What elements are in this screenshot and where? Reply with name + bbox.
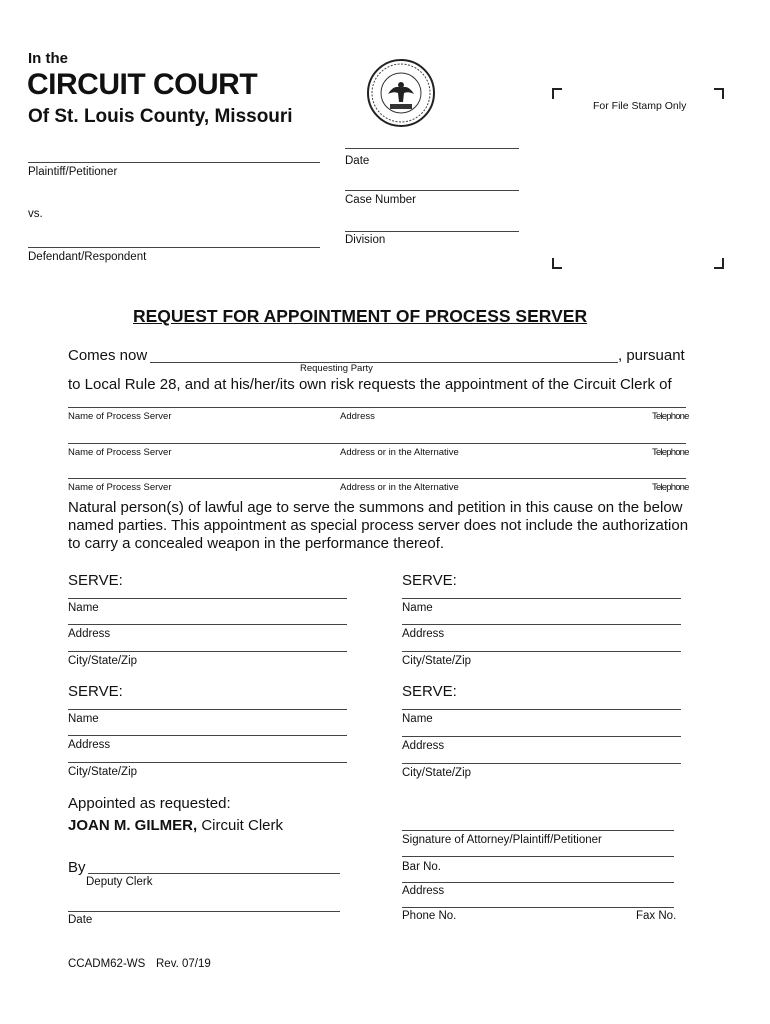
serve-heading-4: SERVE: <box>402 683 457 700</box>
natural-persons-line-3: to carry a concealed weapon in the performance thereof. <box>68 535 445 552</box>
server-address-label-3: Address or in the Alternative <box>340 482 459 493</box>
natural-persons-line-2: named parties. This appointment as special process server does not include the authorization <box>68 517 689 534</box>
serve-2-city-label: City/State/Zip <box>402 655 472 667</box>
stamp-corner-tl <box>552 88 562 99</box>
fax-no-label: Fax No. <box>636 910 677 922</box>
clerk-signature-block <box>68 817 283 834</box>
defendant-line[interactable] <box>28 247 320 248</box>
form-title: REQUEST FOR APPOINTMENT OF PROCESS SERVER <box>133 306 588 326</box>
serve-1-name-line[interactable] <box>68 598 347 599</box>
clerk-name: JOAN M. GILMER, <box>68 817 198 834</box>
phone-no-label: Phone No. <box>402 910 457 922</box>
appointed-label: Appointed as requested: <box>68 795 231 812</box>
file-stamp-label: For File Stamp Only <box>593 100 687 112</box>
plaintiff-line[interactable] <box>28 162 320 163</box>
serve-2-address-label: Address <box>402 628 445 640</box>
plaintiff-label: Plaintiff/Petitioner <box>28 166 118 178</box>
server-phone-label-2: Telephone <box>652 447 689 458</box>
attorney-signature-label: Signature of Attorney/Plaintiff/Petitioner <box>402 834 602 846</box>
form-id: CCADM62-WS <box>68 958 146 970</box>
serve-heading-1: SERVE: <box>68 572 123 589</box>
server-phone-label-3: Telephone <box>652 482 689 493</box>
serve-3-city-label: City/State/Zip <box>68 766 138 778</box>
bar-no-label: Bar No. <box>402 861 441 873</box>
server-phone-label-1: Telephone <box>652 411 689 422</box>
serve-1-city-label: City/State/Zip <box>68 655 138 667</box>
clerk-title: Circuit Clerk <box>197 817 284 834</box>
serve-heading-3: SERVE: <box>68 683 123 700</box>
natural-persons-line-1: Natural person(s) of lawful age to serve the summons and petition in this cause on the below <box>68 499 683 516</box>
clerk-date-line[interactable] <box>68 911 340 912</box>
serve-4-city-label: City/State/Zip <box>402 767 472 779</box>
server-name-label-1: Name of Process Server <box>68 411 172 422</box>
revision-label: Rev. 07/19 <box>156 958 211 970</box>
attorney-signature-line[interactable] <box>402 830 674 831</box>
serve-2-address-line[interactable] <box>402 624 681 625</box>
server-line-3[interactable] <box>68 478 686 479</box>
date-line[interactable] <box>345 148 519 149</box>
attorney-address-line[interactable] <box>402 882 674 883</box>
server-name-label-2: Name of Process Server <box>68 447 172 458</box>
serve-1-address-label: Address <box>68 628 111 640</box>
serve-3-address-line[interactable] <box>68 735 347 736</box>
deputy-clerk-label: Deputy Clerk <box>86 876 153 888</box>
bar-no-line[interactable] <box>402 856 674 857</box>
attorney-address-label: Address <box>402 885 445 897</box>
serve-3-name-label: Name <box>68 713 99 725</box>
server-line-2[interactable] <box>68 443 686 444</box>
serve-4-address-label: Address <box>402 740 445 752</box>
stamp-corner-bl <box>552 258 562 269</box>
serve-4-name-label: Name <box>402 713 433 725</box>
serve-2-city-line[interactable] <box>402 651 681 652</box>
phone-fax-line[interactable] <box>402 907 674 908</box>
serve-4-name-line[interactable] <box>402 709 681 710</box>
court-seal-icon <box>366 58 436 133</box>
clerk-date-label: Date <box>68 914 93 926</box>
serve-3-city-line[interactable] <box>68 762 347 763</box>
court-name: CIRCUIT COURT <box>27 68 258 101</box>
serve-1-name-label: Name <box>68 602 99 614</box>
case-number-label: Case Number <box>345 194 416 206</box>
server-address-label-2: Address or in the Alternative <box>340 447 459 458</box>
serve-3-address-label: Address <box>68 739 111 751</box>
county-name: Of St. Louis County, Missouri <box>28 106 293 127</box>
serve-heading-2: SERVE: <box>402 572 457 589</box>
stamp-corner-br <box>714 258 724 269</box>
by-label: By <box>68 859 86 876</box>
serve-3-name-line[interactable] <box>68 709 347 710</box>
division-line[interactable] <box>345 231 519 232</box>
division-label: Division <box>345 234 386 246</box>
case-number-line[interactable] <box>345 190 519 191</box>
deputy-clerk-signature-line[interactable] <box>88 873 340 874</box>
server-address-label-1: Address <box>340 411 375 422</box>
requesting-party-line[interactable] <box>150 362 618 363</box>
pursuant-label: , pursuant <box>618 347 685 364</box>
serve-4-city-line[interactable] <box>402 763 681 764</box>
serve-1-address-line[interactable] <box>68 624 347 625</box>
server-line-1[interactable] <box>68 407 686 408</box>
date-label: Date <box>345 155 370 167</box>
comes-now-label: Comes now <box>68 347 148 364</box>
in-the-label: In the <box>28 50 68 67</box>
defendant-label: Defendant/Respondent <box>28 251 147 263</box>
stamp-corner-tr <box>714 88 724 99</box>
serve-2-name-label: Name <box>402 602 433 614</box>
serve-2-name-line[interactable] <box>402 598 681 599</box>
serve-4-address-line[interactable] <box>402 736 681 737</box>
local-rule-text: to Local Rule 28, and at his/her/its own risk requests the appointment of the Circuit Clerk of <box>68 376 672 393</box>
server-name-label-3: Name of Process Server <box>68 482 172 493</box>
requesting-party-label: Requesting Party <box>300 363 373 374</box>
serve-1-city-line[interactable] <box>68 651 347 652</box>
vs-label: vs. <box>28 208 43 220</box>
